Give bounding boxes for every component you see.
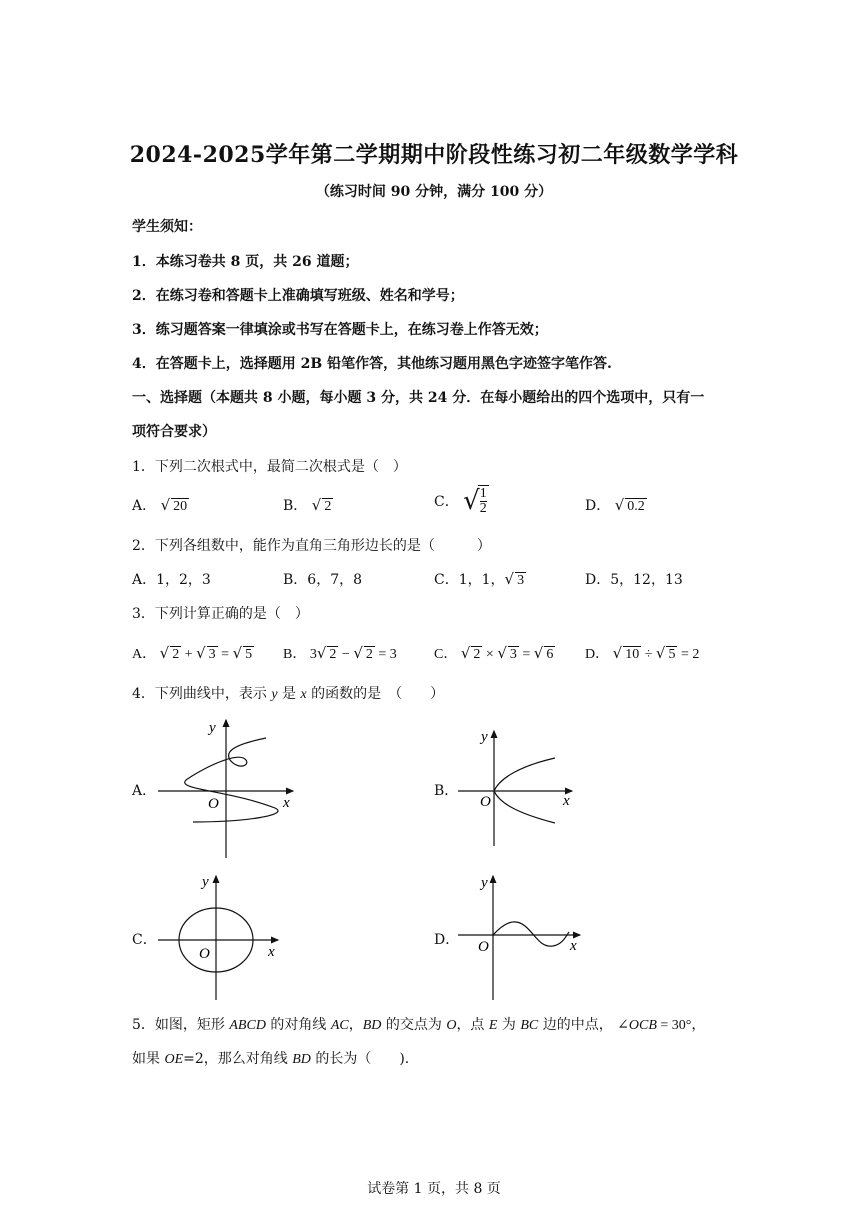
sqrt-icon: √ [316,644,327,662]
sqrt-icon: √ [655,644,666,662]
q5-var: BC [520,1018,539,1033]
graph-d-x-label: x [570,938,577,954]
q5-text: 的对角线 [270,1017,327,1033]
graph-a-origin-label: O [208,796,219,812]
graph-c-y-label: y [202,874,209,890]
graph-d [458,876,580,1000]
q5-text: 为 [501,1017,516,1033]
q2-option-b: B．6，7，8 [283,572,363,588]
result: = 2 [680,647,700,662]
fraction-numerator: 1 [479,486,487,501]
fraction-denominator: 2 [479,501,487,516]
q2-stem: 2．下列各组数中，能作为直角三角形边长的是（ ） [132,538,491,554]
graph-b-origin-label: O [480,794,491,810]
operator: = [522,647,531,662]
q5-angle-value: = 30°， [656,1018,706,1033]
radicand: 5 [668,647,676,662]
result: = 3 [378,647,397,662]
graph-d-y-label: y [481,875,488,891]
sqrt-icon: √ [612,644,623,662]
sqrt-icon: √ [196,644,206,662]
page-subtitle: （练习时间 90 分钟，满分 100 分） [315,184,553,200]
graph-a-y-label: y [209,720,216,736]
operator: + [184,647,193,662]
operator: ÷ [644,647,653,662]
notes-heading: 学生须知： [132,219,202,235]
q5-var: BD [292,1052,311,1067]
radicand: 3 [509,647,517,662]
operator: × [485,647,494,662]
note-item-1: 1．本练习卷共 8 页，共 26 道题； [132,254,359,270]
radicand: 0.2 [627,499,645,514]
section-heading-line2: 项符合要求） [132,424,216,440]
graph-d-origin-label: O [478,939,489,955]
q4-label-a: A． [132,783,157,799]
q5-var: BD [362,1018,382,1033]
section-heading-line1: 一、选择题（本题共 8 小题，每小题 3 分，共 24 分．在每小题给出的四个选项中，只有一 [132,390,705,406]
q3-stem: 3．下列计算正确的是（ ） [132,606,309,622]
q5-var: E [488,1018,498,1033]
graph-c [158,876,278,1000]
q5-text: ， [348,1017,363,1033]
radicand: 20 [173,499,188,514]
q1-stem: 1．下列二次根式中，最简二次根式是（ ） [132,459,407,475]
q4-label-d: D． [434,932,460,948]
graph-b-y-label: y [481,729,488,745]
operator: − [341,647,350,662]
radicand: 3 [208,647,216,662]
sqrt-icon: √ [533,644,544,662]
radicand: 5 [245,647,253,662]
q2-option-a: A．1，2，3 [132,572,211,588]
q5-text: 的长为（ ). [315,1051,410,1067]
page-title: 2024-2025学年第二学期期中阶段性练习初二年级数学学科 [129,142,739,168]
q5-text: =2，那么对角线 [183,1051,288,1067]
q5-text: 5．如图，矩形 [132,1017,225,1033]
radicand: 2 [172,647,180,662]
q5-line2 [132,1048,409,1068]
sqrt-icon: √ [460,644,471,662]
q5-text: ，点 [456,1017,485,1033]
q5-text: 边的中点， [542,1017,613,1033]
graph-a-x-label: x [283,795,290,811]
note-item-4: 4．在答题卡上，选择题用 2B 铅笔作答，其他练习题用黑色字迹签字笔作答. [132,356,612,372]
q2-option-d: D．5，12，13 [585,572,683,588]
q4-var-y: y [271,687,278,702]
sqrt-icon: √ [614,496,625,514]
sqrt-icon: √ [160,496,171,514]
sqrt-icon: √ [497,644,507,662]
q5-text: 的交点为 [385,1017,442,1033]
radicand: 6 [546,647,554,662]
graph-b-x-label: x [563,793,570,809]
page-footer: 试卷第 1 页，共 8 页 [367,1181,501,1197]
radicand: 2 [329,647,337,662]
sqrt-icon: √ [232,644,243,662]
sqrt-icon: √ [353,644,363,662]
q4-stem-mid: 是 [282,686,297,702]
note-item-2: 2．在练习卷和答题卡上准确填写班级、姓名和学号； [132,288,464,304]
option-text: C．1，1， [434,572,505,588]
option-label: D． [585,647,610,662]
radicand: 10 [625,647,640,662]
coefficient: 3 [309,647,317,662]
graph-c-origin-label: O [199,946,210,962]
sqrt-icon: √ [463,486,480,516]
sqrt-icon: √ [159,644,170,662]
q5-text: 如果 [132,1051,160,1067]
radicand: 3 [517,573,525,588]
option-label: C． [434,494,459,510]
graph-b [458,731,572,846]
radicand: 2 [473,647,481,662]
q4-stem-pre: 4．下列曲线中，表示 [132,686,267,702]
q4-label-c: C． [132,932,157,948]
q4-var-x: x [300,687,307,702]
q5-var: OE [164,1052,184,1067]
q5-var: ABCD [229,1018,266,1033]
option-label: B． [283,498,308,514]
radicand: 2 [365,647,373,662]
q4-label-b: B． [434,783,459,799]
q5-angle: ∠OCB [617,1018,657,1033]
sqrt-icon: √ [311,496,322,514]
sqrt-icon: √ [504,570,515,588]
operator: = [221,647,230,662]
graph-c-x-label: x [268,944,275,960]
q5-var: AC [330,1018,349,1033]
option-label: D． [585,498,611,514]
radicand: 2 [324,499,332,514]
graph-a [158,720,293,858]
q5-var: O [446,1018,457,1033]
option-label: A． [132,647,157,662]
q5-line1 [132,1014,705,1034]
option-label: B． [283,647,307,662]
option-label: C． [434,647,458,662]
q4-stem-post: 的函数的是 （ ） [311,686,445,702]
note-item-3: 3．练习题答案一律填涂或书写在答题卡上，在练习卷上作答无效； [132,322,548,338]
option-label: A． [132,498,157,514]
